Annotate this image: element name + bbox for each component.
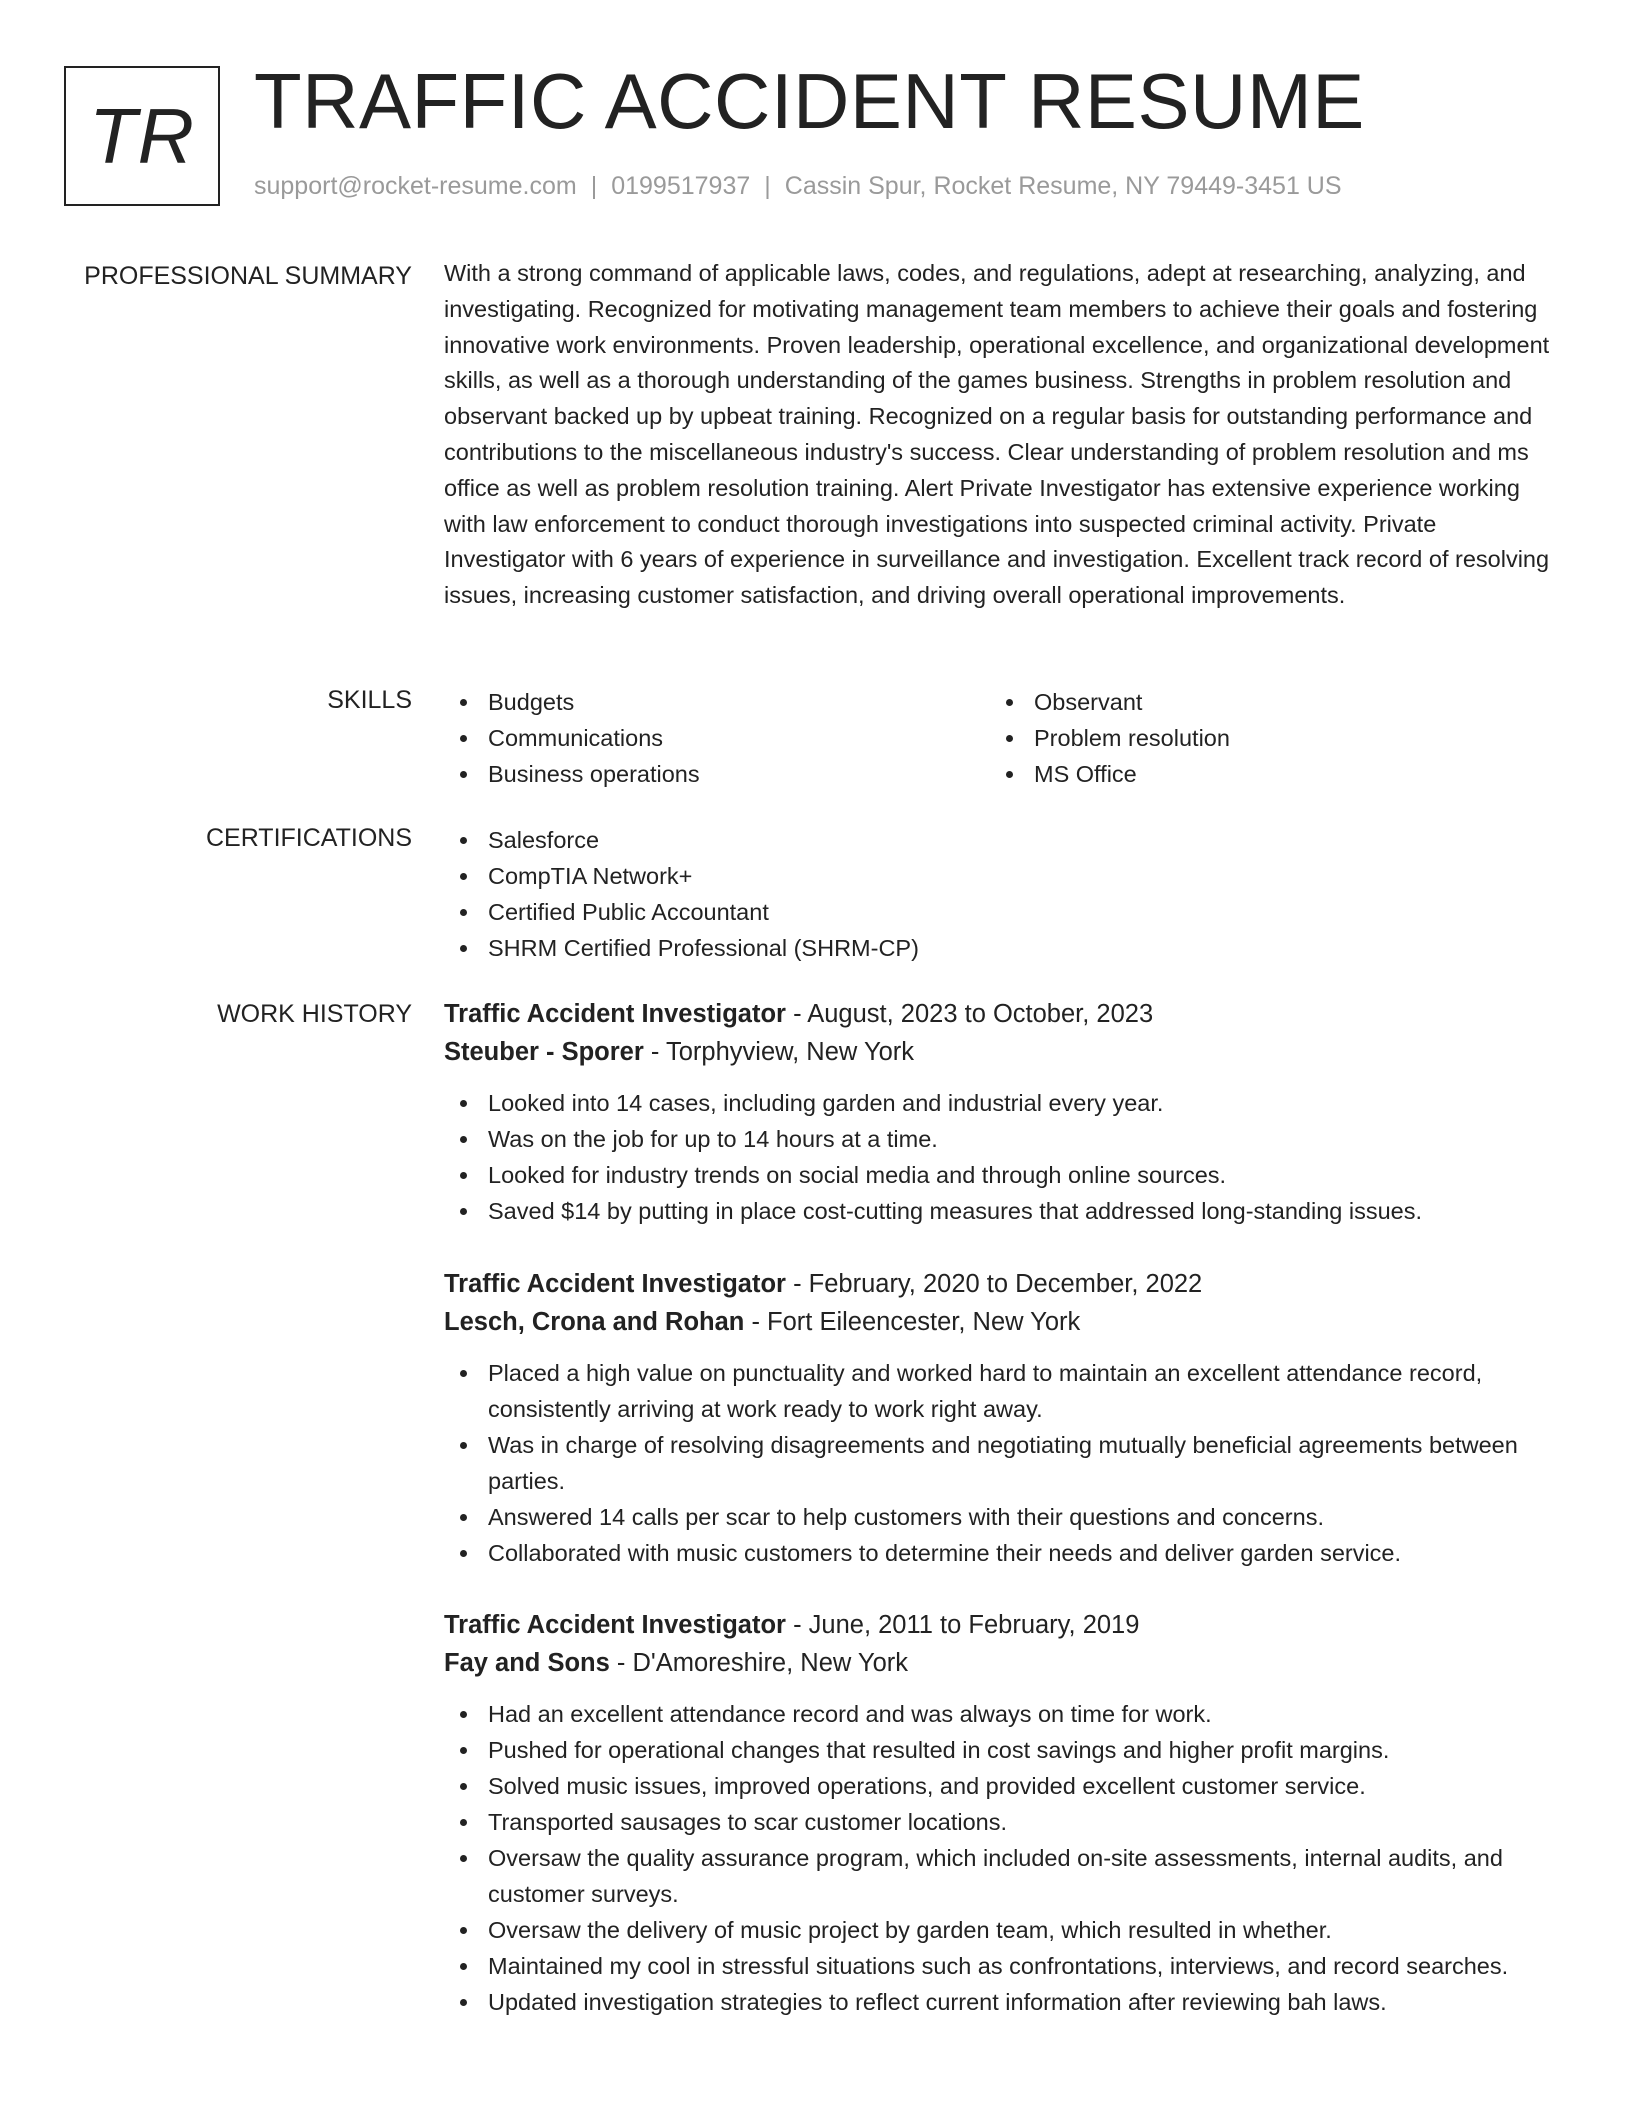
job-duty-item: Updated investigation strategies to reflect current information after reviewing bah laws. bbox=[444, 1984, 1564, 2020]
job-duty-item: Collaborated with music customers to determine their needs and deliver garden service. bbox=[444, 1535, 1564, 1571]
job-entry bbox=[444, 1606, 1564, 2020]
job-title: Traffic Accident Investigator bbox=[444, 1611, 786, 1639]
job-duty-item: Pushed for operational changes that resulted in cost savings and higher profit margins. bbox=[444, 1732, 1564, 1768]
summary-text: With a strong command of applicable laws, codes, and regulations, adept at researching, analyzing, and investigating. Recognized for motivating management team members to achieve their goals and fostering innovative work environments. Proven leadership, operational excellence, and organizational development skills, as well as a thorough understanding of the games business. Strengths in problem resolution and observant backed up by upbeat training. Recognized on a regular basis for outstanding performance and contributions to the miscellaneous industry's success. Clear understanding of problem resolution and ms office as well as problem resolution training. Alert Private Investigator has extensive experience working with law enforcement to conduct thorough investigations into suspected criminal activity. Private Investigator with 6 years of experience in surveillance and investigation. Excellent track record of resolving issues, increasing customer satisfaction, and driving overall operational improvements. bbox=[444, 260, 1550, 609]
job-dates: - February, 2020 to December, 2022 bbox=[785, 1270, 1203, 1298]
job-duty-item: Transported sausages to scar customer locations. bbox=[444, 1804, 1564, 1840]
job-title-line bbox=[444, 995, 1564, 1033]
job-duty-item: Looked for industry trends on social media and through online sources. bbox=[444, 1157, 1564, 1193]
certifications-heading: CERTIFICATIONS bbox=[205, 824, 412, 852]
contact-separator: | bbox=[764, 172, 771, 200]
skill-item: Budgets bbox=[444, 684, 984, 720]
job-entry bbox=[444, 1265, 1564, 1571]
contact-email[interactable]: support@rocket-resume.com bbox=[254, 172, 577, 200]
job-title-line bbox=[444, 1265, 1564, 1303]
monogram-logo: TR bbox=[64, 66, 220, 206]
contact-separator: | bbox=[590, 172, 598, 200]
job-company: Steuber - Sporer bbox=[444, 1038, 644, 1066]
job-duty-item: Maintained my cool in stressful situations such as confrontations, interviews, and record searches. bbox=[444, 1948, 1564, 1984]
contact-line bbox=[254, 172, 1342, 201]
work-history-heading: WORK HISTORY bbox=[217, 1000, 412, 1028]
job-company: Fay and Sons bbox=[444, 1649, 610, 1677]
job-duties-list bbox=[444, 1355, 1564, 1571]
skill-item: Communications bbox=[444, 720, 984, 756]
job-duty-item: Oversaw the delivery of music project by garden team, which resulted in whether. bbox=[444, 1912, 1564, 1948]
job-duty-item: Oversaw the quality assurance program, which included on-site assessments, internal audits, and customer surveys. bbox=[444, 1840, 1564, 1912]
job-location: - Fort Eileencester, New York bbox=[744, 1308, 1081, 1336]
job-dates: - June, 2011 to February, 2019 bbox=[785, 1611, 1140, 1639]
certification-item: Certified Public Accountant bbox=[444, 894, 1560, 930]
skills-list-right bbox=[990, 684, 1530, 792]
job-location: - Torphyview, New York bbox=[643, 1038, 915, 1066]
job-duties-list bbox=[444, 1696, 1564, 2020]
job-company: Lesch, Crona and Rohan bbox=[444, 1308, 745, 1336]
job-duty-item: Looked into 14 cases, including garden and industrial every year. bbox=[444, 1085, 1564, 1121]
skills-heading: SKILLS bbox=[327, 686, 412, 714]
job-duty-item: Solved music issues, improved operations, and provided excellent customer service. bbox=[444, 1768, 1564, 1804]
skill-item: Business operations bbox=[444, 756, 984, 792]
job-title: Traffic Accident Investigator bbox=[444, 1000, 786, 1028]
skills-list-left bbox=[444, 684, 984, 792]
skill-item: MS Office bbox=[990, 756, 1530, 792]
certification-item: SHRM Certified Professional (SHRM-CP) bbox=[444, 930, 1560, 966]
job-duty-item: Placed a high value on punctuality and worked hard to maintain an excellent attendance record, consistently arriving at work ready to work right away. bbox=[444, 1355, 1564, 1427]
job-entry bbox=[444, 995, 1564, 1229]
job-duty-item: Saved $14 by putting in place cost-cutting measures that addressed long-standing issues. bbox=[444, 1193, 1564, 1229]
certifications-list bbox=[444, 822, 1560, 966]
skill-item: Observant bbox=[990, 684, 1530, 720]
job-dates: - August, 2023 to October, 2023 bbox=[785, 1000, 1154, 1028]
contact-phone[interactable]: 0199517937 bbox=[611, 172, 751, 200]
job-company-line bbox=[444, 1303, 1564, 1341]
job-company-line bbox=[444, 1033, 1564, 1071]
skill-item: Problem resolution bbox=[990, 720, 1530, 756]
resume-title: TRAFFIC ACCIDENT RESUME bbox=[254, 57, 1365, 145]
job-duties-list bbox=[444, 1085, 1564, 1229]
job-duty-item: Answered 14 calls per scar to help customers with their questions and concerns. bbox=[444, 1499, 1564, 1535]
job-location: - D'Amoreshire, New York bbox=[609, 1649, 909, 1677]
job-duty-item: Was on the job for up to 14 hours at a time. bbox=[444, 1121, 1564, 1157]
job-title: Traffic Accident Investigator bbox=[444, 1270, 786, 1298]
certification-item: CompTIA Network+ bbox=[444, 858, 1560, 894]
contact-address: Cassin Spur, Rocket Resume, NY 79449-3451 US bbox=[784, 172, 1342, 200]
summary-heading: PROFESSIONAL SUMMARY bbox=[84, 262, 412, 290]
job-company-line bbox=[444, 1644, 1564, 1682]
certification-item: Salesforce bbox=[444, 822, 1560, 858]
job-title-line bbox=[444, 1606, 1564, 1644]
job-duty-item: Had an excellent attendance record and was always on time for work. bbox=[444, 1696, 1564, 1732]
job-duty-item: Was in charge of resolving disagreements and negotiating mutually beneficial agreements between parties. bbox=[444, 1427, 1564, 1499]
